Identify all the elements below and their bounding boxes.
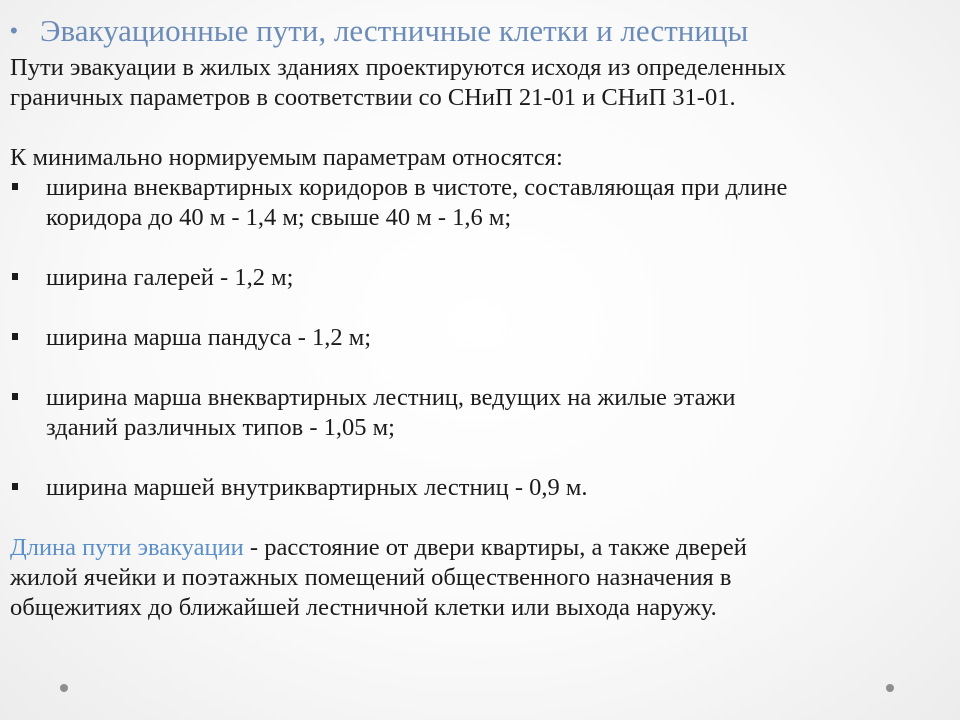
slide-title-text: Эвакуационные пути, лестничные клетки и лестницы xyxy=(40,13,749,48)
decorative-dot-right xyxy=(886,684,894,692)
definition-term: Длина пути эвакуации xyxy=(10,534,244,561)
list-item xyxy=(10,263,955,293)
square-bullet-icon xyxy=(12,183,18,190)
list-item-line: ширина марша пандуса - 1,2 м; xyxy=(46,324,372,351)
list-item-line: ширина галерей - 1,2 м; xyxy=(46,264,294,291)
list-item xyxy=(10,383,955,443)
list-item-line: ширина марша внеквартирных лестниц, ведущих на жилые этажи xyxy=(46,384,736,411)
definition-line-1 xyxy=(10,533,955,563)
list-item-line: ширина маршей внутриквартирных лестниц - 0,9 м. xyxy=(46,474,588,501)
slide-body xyxy=(10,53,955,623)
square-bullet-icon xyxy=(12,393,18,400)
square-bullet-icon xyxy=(12,333,18,340)
list-item-line: ширина внеквартирных коридоров в чистоте, составляющая при длине xyxy=(46,174,788,201)
square-bullet-icon xyxy=(12,483,18,490)
intro-paragraph xyxy=(10,53,955,113)
params-list xyxy=(10,173,955,503)
decorative-dot-left xyxy=(60,684,68,692)
spacer xyxy=(10,233,955,263)
spacer xyxy=(10,353,955,383)
list-item xyxy=(10,473,955,503)
list-item xyxy=(10,323,955,353)
definition-paragraph xyxy=(10,533,955,623)
list-item xyxy=(10,173,955,233)
spacer xyxy=(10,293,955,323)
definition-line-3: общежитиях до ближайшей лестничной клетки или выхода наружу. xyxy=(10,594,717,621)
slide-title xyxy=(10,12,748,50)
spacer xyxy=(10,443,955,473)
list-item-line: зданий различных типов - 1,05 м; xyxy=(46,414,395,441)
definition-text: - расстояние от двери квартиры, а также дверей xyxy=(243,534,747,561)
title-bullet: • xyxy=(10,18,18,43)
params-heading: К минимально нормируемым параметрам относятся: xyxy=(10,144,563,171)
spacer xyxy=(10,113,955,143)
square-bullet-icon xyxy=(12,273,18,280)
list-item-line: коридора до 40 м - 1,4 м; свыше 40 м - 1,6 м; xyxy=(46,204,512,231)
spacer xyxy=(10,503,955,533)
definition-line-2: жилой ячейки и поэтажных помещений общественного назначения в xyxy=(10,564,732,591)
intro-line-1: Пути эвакуации в жилых зданиях проектируются исходя из определенных xyxy=(10,54,787,81)
intro-line-2: граничных параметров в соответствии со СНиП 21-01 и СНиП 31-01. xyxy=(10,84,736,111)
